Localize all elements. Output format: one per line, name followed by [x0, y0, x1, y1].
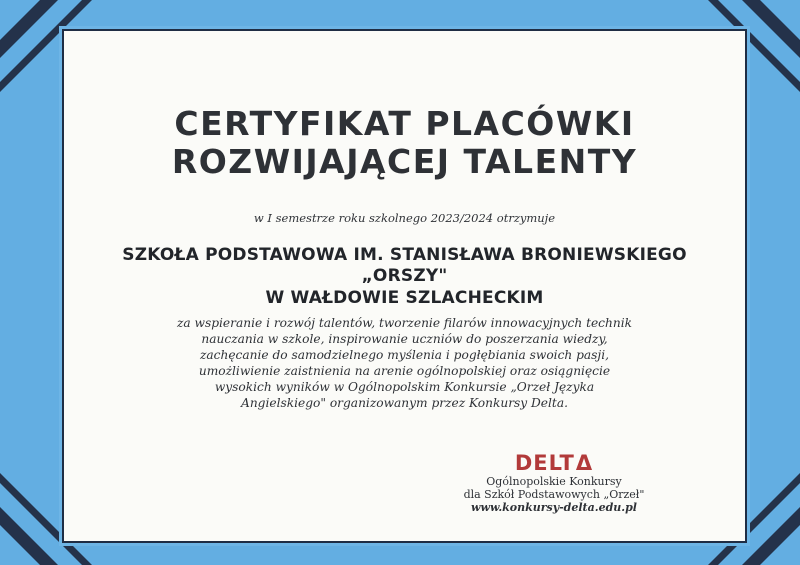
description-line: zachęcanie do samodzielnego myślenia i pogłębiania swoich pasji,	[199, 348, 609, 362]
certificate-title-line2: ROZWIJAJĄCEJ TALENTY	[171, 142, 638, 181]
organizer-line2: dla Szkół Podstawowych „Orzeł"	[463, 488, 645, 501]
description-line: wysokich wyników w Ogólnopolskim Konkursie „Orzeł Języka	[214, 380, 595, 394]
award-description	[144, 315, 665, 411]
certificate-title-line1: CERTYFIKAT PLACÓWKI	[174, 104, 635, 143]
received-line: w I semestrze roku szkolnego 2023/2024 otrzymuje	[253, 211, 556, 225]
description-line: nauczania w szkole, inspirowanie uczniów do poszerzania wiedzy,	[201, 332, 608, 346]
certificate-paper	[64, 31, 745, 541]
delta-logo	[444, 451, 664, 475]
school-location: W WAŁDOWIE SZLACHECKIM	[265, 288, 544, 308]
description-line: Angielskiego" organizowanym przez Konkursy Delta.	[241, 396, 568, 410]
delta-logo-text: DELT	[514, 451, 575, 475]
organizer-line1: Ogólnopolskie Konkursy	[486, 475, 622, 488]
school-name-line2: „ORSZY"	[361, 266, 448, 286]
school-name-line1: SZKOŁA PODSTAWOWA IM. STANISŁAWA BRONIEWSKIEGO	[122, 245, 687, 265]
organizer-block	[444, 451, 664, 514]
organizer-url: www.konkursy-delta.edu.pl	[471, 501, 637, 514]
delta-triangle-icon: Δ	[575, 451, 594, 475]
description-line: za wspieranie i rozwój talentów, tworzenie filarów innowacyjnych technik	[176, 316, 632, 330]
description-line: umożliwienie zaistnienia na arenie ogólnopolskiej oraz osiągnięcie	[198, 364, 611, 378]
